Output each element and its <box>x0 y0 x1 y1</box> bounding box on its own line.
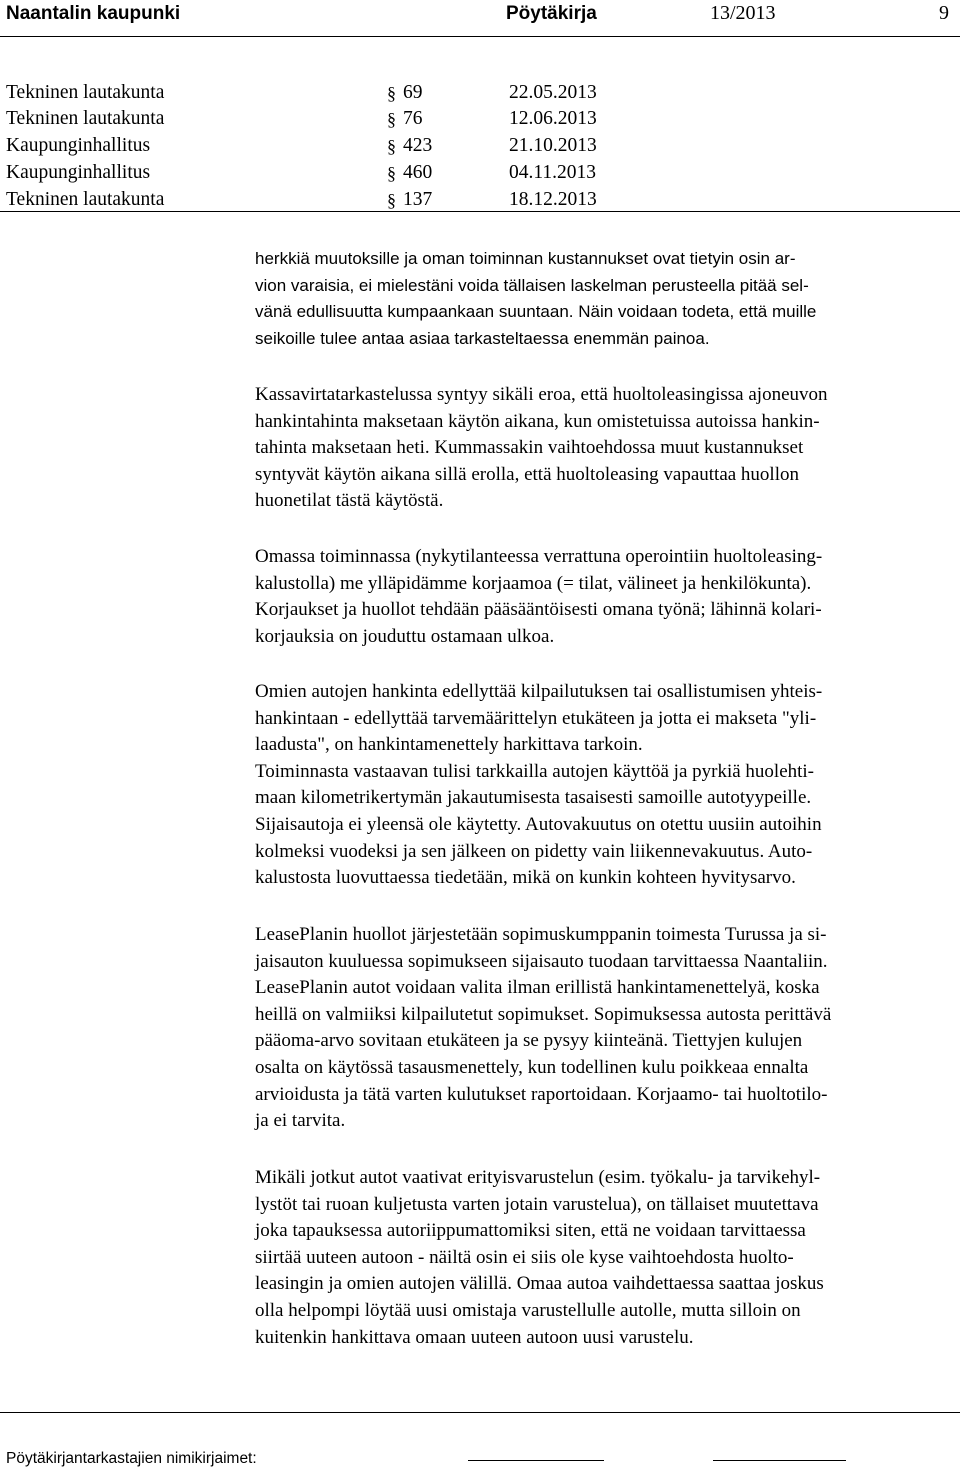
reference-section: 460 <box>403 162 433 183</box>
paragraph-line: syntyvät käytön aikana sillä erolla, että huoltoleasing vapauttaa huollon <box>255 463 799 485</box>
paragraph <box>255 922 958 1135</box>
paragraph <box>255 382 958 515</box>
reference-divider <box>0 211 960 212</box>
paragraph-line: LeasePlanin autot voidaan valita ilman erillistä hankintamenettelyä, koska <box>255 977 820 999</box>
paragraph-line: ja ei tarvita. <box>255 1110 346 1132</box>
paragraph-line: jaisauton kuuluessa sopimukseen sijaisauto tuodaan tarvittaessa Naantaliin. <box>255 950 828 972</box>
reference-section: 76 <box>403 108 423 129</box>
reference-section: 69 <box>403 82 423 103</box>
reference-body: Kaupunginhallitus <box>6 162 151 183</box>
paragraph-line: leasingin ja omien autojen välillä. Omaa autoa vaihdettaessa saattaa joskus <box>255 1273 824 1295</box>
paragraph-line: olla helpompi löytää uusi omistaja varustellulle autolle, mutta silloin on <box>255 1299 801 1321</box>
reference-table <box>0 80 960 214</box>
paragraph-line: Kassavirtatarkastelussa syntyy sikäli eroa, että huoltoleasingissa ajoneuvon <box>255 384 828 405</box>
reference-body: Tekninen lautakunta <box>6 108 165 129</box>
signature-line <box>713 1460 846 1461</box>
paragraph-line: vänä edullisuutta kumpaankaan suuntaan. Näin voidaan todeta, että muille <box>255 302 817 322</box>
paragraph-line: pääoma-arvo sovitaan etukäteen ja se pysyy kiinteänä. Tiettyjen kulujen <box>255 1030 803 1052</box>
reference-section: 423 <box>403 135 433 156</box>
paragraph-line: seikoille tulee antaa asiaa tarkasteltaessa enemmän painoa. <box>255 328 710 348</box>
paragraph-line: Omassa toiminnassa (nykytilanteessa verrattuna operointiin huoltoleasing- <box>255 546 823 567</box>
paragraph-line: joka tapauksessa autoriippumattomiksi siten, että ne voidaan tarvittaessa <box>255 1220 806 1242</box>
paragraph-line: kalustolla) me ylläpidämme korjaamoa (= tilat, välineet ja henkilökunta). <box>255 572 812 594</box>
paragraph-line: laadusta", on hankintamenettely harkittava tarkoin. <box>255 734 643 756</box>
reference-body: Tekninen lautakunta <box>6 189 165 210</box>
reference-body: Tekninen lautakunta <box>6 82 165 103</box>
reference-date: 18.12.2013 <box>509 189 597 210</box>
organization-name: Naantalin kaupunki <box>6 3 181 24</box>
paragraph-line: vion varaisia, ei mielestäni voida tällaisen laskelman perusteella pitää sel- <box>255 275 809 295</box>
paragraph-line: arvioidusta ja tätä varten kulutukset raportoidaan. Korjaamo- tai huoltotilo- <box>255 1083 828 1105</box>
header-divider <box>0 36 960 37</box>
paragraph-line: osalta on käytössä tasausmenettely, kun todellinen kulu poikkeaa ennalta <box>255 1056 809 1078</box>
document-type: Pöytäkirja <box>506 3 597 24</box>
paragraph-line: LeasePlanin huollot järjestetään sopimuskumppanin toimesta Turussa ja si- <box>255 924 827 945</box>
reference-date: 12.06.2013 <box>509 108 597 129</box>
paragraph-line: kalustosta luovuttaessa tiedetään, mikä on kunkin kohteen hyvitysarvo. <box>255 867 796 889</box>
paragraph-line: kuitenkin hankittava omaan uuteen autoon uusi varustelu. <box>255 1326 694 1348</box>
paragraph-line: lystöt tai ruoan kuljetusta varten jotain varustelua), on tällaiset muutettava <box>255 1193 819 1215</box>
paragraph-line: heillä on valmiiksi kilpailutetut sopimukset. Sopimuksessa autosta perittävä <box>255 1003 832 1025</box>
paragraph-line: Sijaisautoja ei yleensä ole käytetty. Autovakuutus on otettu uusiin autoihin <box>255 813 822 835</box>
paragraph-line: kolmeksi vuodeksi ja sen jälkeen on pidetty vain liikennevakuutus. Auto- <box>255 840 813 862</box>
paragraph-line: Omien autojen hankinta edellyttää kilpailutuksen tai osallistumisen yhteis- <box>255 681 823 702</box>
paragraph-line: tahinta maksetaan heti. Kummassakin vaihtoehdossa muut kustannukset <box>255 437 804 459</box>
paragraph-line: huonetilat tästä käytöstä. <box>255 490 444 512</box>
paragraph-line: maan kilometrikertymän jakautumisesta tasaisesti samoille autotyypeille. <box>255 787 812 809</box>
paragraph-line: Korjaukset ja huollot tehdään pääsääntöisesti omana työnä; lähinnä kolari- <box>255 599 822 621</box>
paragraph-line: Mikäli jotkut autot vaativat erityisvarustelun (esim. työkalu- ja tarvikehyl- <box>255 1167 821 1188</box>
paragraph-line: hankintaan - edellyttää tarvemäärittelyn etukäteen ja jotta ei makseta "yli- <box>255 707 817 729</box>
paragraph-line: herkkiä muutoksille ja oman toiminnan kustannukset ovat tietyin osin ar- <box>255 249 796 268</box>
reference-date: 21.10.2013 <box>509 135 597 156</box>
paragraph <box>255 246 958 352</box>
section-symbol: § <box>387 136 396 156</box>
paragraph <box>255 1165 958 1351</box>
paragraph <box>255 544 958 650</box>
section-symbol: § <box>387 109 396 129</box>
section-symbol: § <box>387 83 396 103</box>
paragraph <box>255 679 958 892</box>
section-symbol: § <box>387 190 396 210</box>
footer-divider <box>0 1412 960 1413</box>
signature-line <box>468 1460 604 1461</box>
paragraph-line: hankintahinta maksetaan käytön aikana, kun omistetuissa autoissa hankin- <box>255 410 820 432</box>
reference-date: 04.11.2013 <box>509 162 597 183</box>
reference-section: 137 <box>403 189 433 210</box>
page-number: 9 <box>939 2 949 24</box>
paragraph-line: Toiminnasta vastaavan tulisi tarkkailla autojen käyttöä ja pyrkiä huolehti- <box>255 760 815 782</box>
meeting-number: 13/2013 <box>710 2 776 24</box>
reference-date: 22.05.2013 <box>509 82 597 103</box>
section-symbol: § <box>387 163 396 183</box>
reference-body: Kaupunginhallitus <box>6 135 151 156</box>
signature-label: Pöytäkirjantarkastajien nimikirjaimet: <box>6 1450 257 1467</box>
paragraph-line: korjauksia on jouduttu ostamaan ulkoa. <box>255 625 555 647</box>
paragraph-line: siirtää uuteen autoon - näiltä osin ei siis ole kyse vaihtoehdosta huolto- <box>255 1246 794 1268</box>
